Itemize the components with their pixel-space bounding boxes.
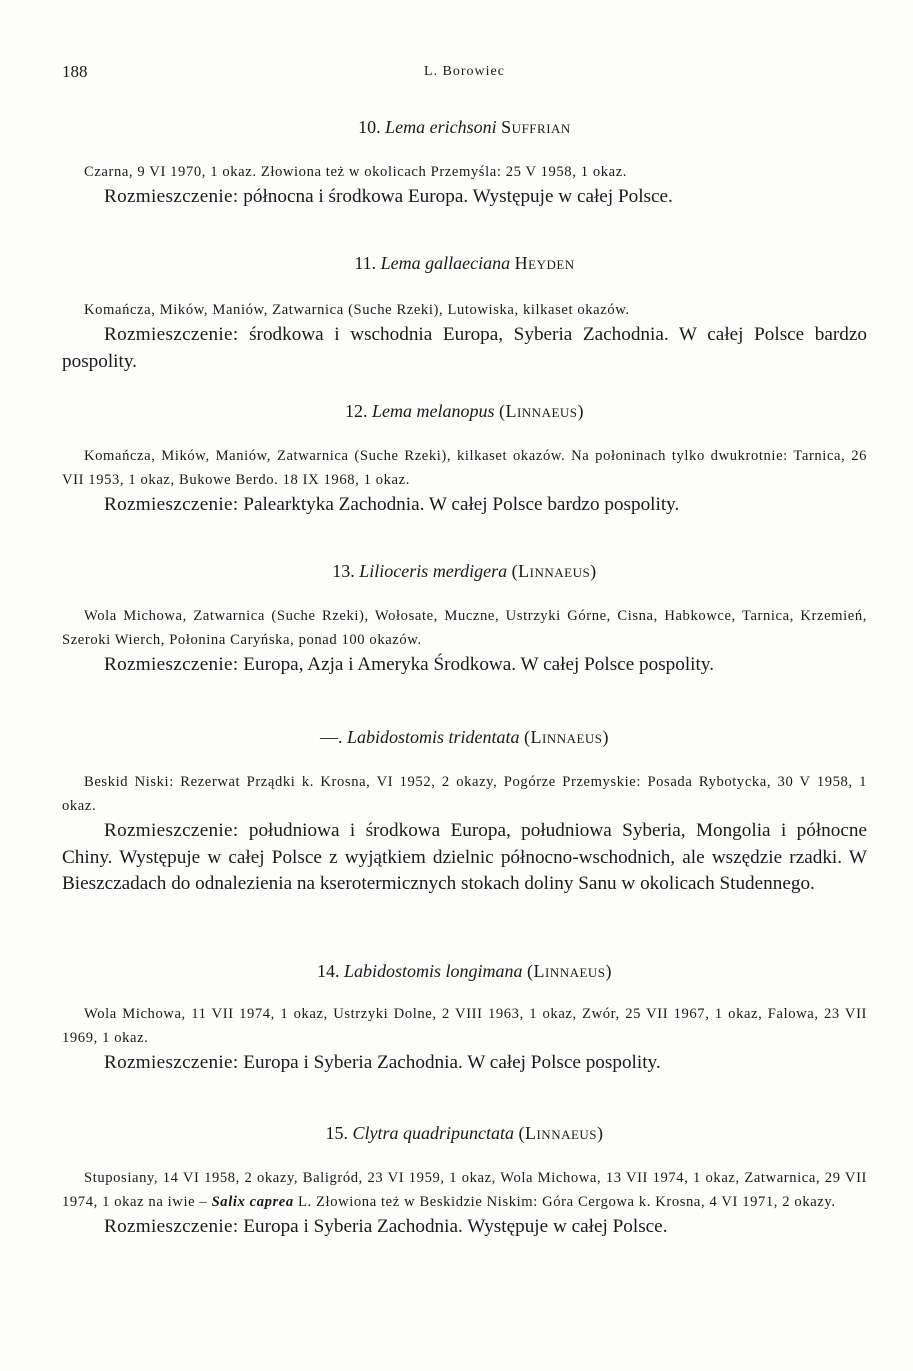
species-author: (Linnaeus) bbox=[518, 1123, 604, 1143]
distribution-label: Rozmieszczenie: bbox=[104, 324, 239, 345]
species-entry bbox=[62, 560, 867, 679]
distribution-text: Rozmieszczenie: północna i środkowa Europa. Występuje w całej Polsce. bbox=[104, 186, 673, 207]
species-author: (Linnaeus) bbox=[523, 727, 610, 747]
distribution-label: Rozmieszczenie: bbox=[104, 494, 239, 515]
running-head bbox=[62, 62, 867, 84]
page-number: 188 bbox=[62, 62, 88, 81]
species-name: Labidostomis longimana bbox=[343, 961, 523, 981]
species-entry bbox=[62, 960, 867, 1077]
species-entry bbox=[62, 252, 867, 375]
species-heading bbox=[62, 400, 867, 422]
collection-records: Wola Michowa, Zatwarnica (Suche Rzeki), Wołosate, Muczne, Ustrzyki Górne, Cisna, Habkowce, Tarnica, Krzemień, Szeroki Wierch, Połonina Caryńska, ponad 100 okazów. bbox=[62, 608, 867, 648]
species-name: Labidostomis tridentata bbox=[346, 727, 520, 747]
species-number: 10. bbox=[358, 117, 381, 137]
species-number: 13. bbox=[332, 561, 355, 581]
species-heading bbox=[62, 1122, 867, 1144]
species-heading bbox=[62, 252, 867, 274]
species-name: Lilioceris merdigera bbox=[359, 561, 508, 581]
species-name: Lema erichsoni bbox=[385, 117, 497, 137]
species-number: —. bbox=[319, 727, 343, 747]
collection-records: Stuposiany, 14 VI 1958, 2 okazy, Baligród, 23 VI 1959, 1 okaz, Wola Michowa, 13 VII 1974, 1 okaz, Zatwarnica, 29 VII 1974, 1 okaz na iwie – Salix caprea L. Złowiona też w Beskidzie Niskim: Góra Cergowa k. Krosna, 4 VI 1971, 2 okazy. bbox=[62, 1170, 867, 1210]
species-heading bbox=[62, 560, 867, 582]
species-heading bbox=[62, 726, 867, 748]
species-name: Lema gallaeciana bbox=[380, 253, 511, 273]
species-heading bbox=[62, 116, 867, 138]
plant-name: Salix caprea bbox=[211, 1194, 294, 1210]
species-heading bbox=[62, 960, 867, 982]
distribution-label: Rozmieszczenie: bbox=[104, 1052, 239, 1073]
distribution-text: Rozmieszczenie: Europa i Syberia Zachodnia. W całej Polsce pospolity. bbox=[104, 1052, 661, 1073]
species-entry bbox=[62, 400, 867, 519]
collection-records: Czarna, 9 VI 1970, 1 okaz. Złowiona też w okolicach Przemyśla: 25 V 1958, 1 okaz. bbox=[84, 164, 628, 180]
species-author: Suffrian bbox=[501, 117, 571, 137]
species-number: 14. bbox=[316, 961, 340, 981]
species-author: (Linnaeus) bbox=[527, 961, 613, 981]
species-author: (Linnaeus) bbox=[511, 561, 597, 581]
collection-records: Komańcza, Mików, Maniów, Zatwarnica (Suche Rzeki), Lutowiska, kilkaset okazów. bbox=[84, 302, 630, 318]
species-author: Heyden bbox=[514, 253, 575, 273]
distribution-text: Rozmieszczenie: Europa, Azja i Ameryka Środkowa. W całej Polsce pospolity. bbox=[104, 654, 714, 675]
species-author: (Linnaeus) bbox=[498, 401, 585, 421]
collection-records: Beskid Niski: Rezerwat Prządki k. Krosna, VI 1952, 2 okazy, Pogórze Przemyskie: Posada Rybotycka, 30 V 1958, 1 okaz. bbox=[62, 774, 867, 814]
distribution-text: Rozmieszczenie: Palearktyka Zachodnia. W całej Polsce bardzo pospolity. bbox=[104, 494, 680, 515]
distribution-label: Rozmieszczenie: bbox=[104, 820, 239, 841]
distribution-label: Rozmieszczenie: bbox=[104, 186, 239, 207]
collection-records: Wola Michowa, 11 VII 1974, 1 okaz, Ustrzyki Dolne, 2 VIII 1963, 1 okaz, Zwór, 25 VII 1967, 1 okaz, Falowa, 23 VII 1969, 1 okaz. bbox=[62, 1006, 867, 1046]
collection-records: Komańcza, Mików, Maniów, Zatwarnica (Suche Rzeki), kilkaset okazów. Na połoninach tylko dwukrotnie: Tarnica, 26 VII 1953, 1 okaz, Bukowe Berdo. 18 IX 1968, 1 okaz. bbox=[62, 448, 867, 488]
distribution-text: Rozmieszczenie: Europa i Syberia Zachodnia. Występuje w całej Polsce. bbox=[104, 1216, 668, 1237]
species-number: 12. bbox=[344, 401, 368, 421]
species-name: Clytra quadripunctata bbox=[352, 1123, 514, 1143]
running-author: L. Borowiec bbox=[424, 64, 505, 79]
species-name: Lema melanopus bbox=[371, 401, 495, 421]
distribution-label: Rozmieszczenie: bbox=[104, 1216, 239, 1237]
distribution-text: Rozmieszczenie: środkowa i wschodnia Europa, Syberia Zachodnia. W całej Polsce bardzo pospolity. bbox=[62, 324, 867, 372]
species-entry bbox=[62, 116, 867, 211]
species-number: 15. bbox=[325, 1123, 348, 1143]
species-entry bbox=[62, 726, 867, 898]
species-number: 11. bbox=[354, 253, 377, 273]
distribution-text: Rozmieszczenie: południowa i środkowa Europa, południowa Syberia, Mongolia i północne Chiny. Występuje w całej Polsce z wyjątkiem dzielnic północno-wschodnich, ale wszędzie rzadki. W Bieszczadach do odnalezienia na kserotermicznych stokach doliny Sanu w okolicach Studennego. bbox=[62, 820, 867, 894]
distribution-label: Rozmieszczenie: bbox=[104, 654, 239, 675]
species-entry bbox=[62, 1122, 867, 1241]
